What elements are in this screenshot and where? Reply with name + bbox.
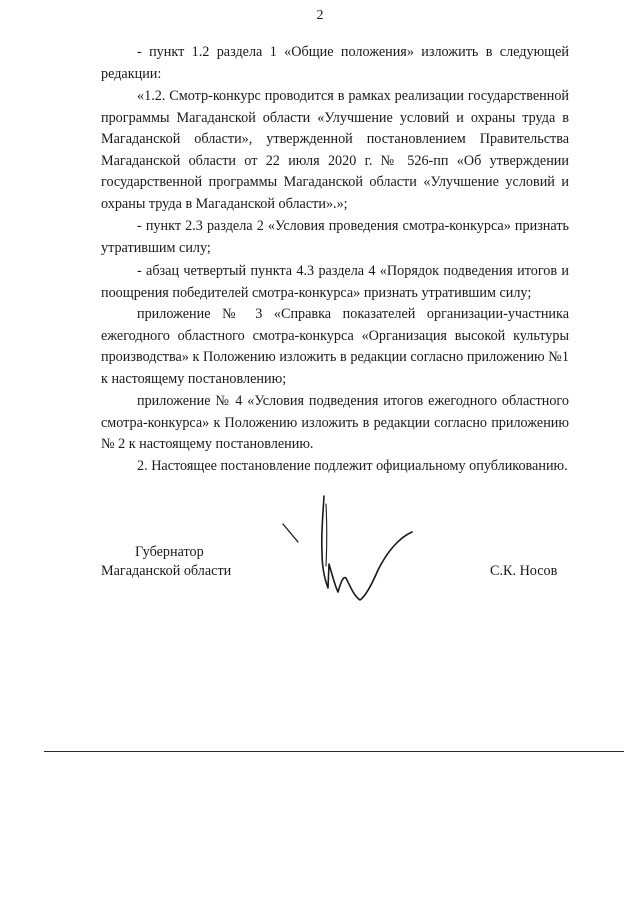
paragraph-publication: 2. Настоящее постановление подлежит официальному опубликованию.	[137, 458, 568, 474]
paragraph-appendix-3: приложение № 3 «Справка показателей организации-участника ежегодного областного смотра-конкурса «Организация высокой культуры производства» к Положению изложить в редакции согласно приложению №1 к настоящему постановлению;	[101, 306, 569, 387]
signatory-name: С.К. Носов	[490, 563, 558, 579]
page-number: 2	[316, 8, 324, 23]
paragraph-new-wording-1-2: «1.2. Смотр-конкурс проводится в рамках реализации государственной программы Магаданской области «Улучшение условий и охраны труда в Магаданской области», утвержденной постановлением Правительства Магаданской области от 22 июля 2020 г. № 526-пп «Об утверждении государственной программы Магаданской области «Улучшение условий и охраны труда в Магаданской области».»;	[101, 88, 569, 212]
signatory-position: Губернатор	[135, 544, 204, 560]
handwritten-signature	[280, 494, 430, 614]
signatory-title-block	[101, 543, 261, 581]
paragraph-appendix-4: приложение № 4 «Условия подведения итогов ежегодного областного смотра-конкурса» к Положению изложить в редакции согласно приложению № 2 к настоящему постановлению.	[101, 393, 569, 452]
paragraph-item-2-3-repeal: - пункт 2.3 раздела 2 «Условия проведения смотра-конкурса» признать утратившим силу;	[101, 218, 569, 256]
paragraph-item-1-2-amendment: - пункт 1.2 раздела 1 «Общие положения» изложить в следующей редакции:	[101, 44, 569, 82]
paragraph-item-4-3-repeal: - абзац четвертый пункта 4.3 раздела 4 «Порядок подведения итогов и поощрения победителей смотра-конкурса» признать утратившим силу;	[101, 263, 569, 301]
signatory-region: Магаданской области	[101, 563, 232, 579]
footer-divider	[44, 751, 624, 752]
